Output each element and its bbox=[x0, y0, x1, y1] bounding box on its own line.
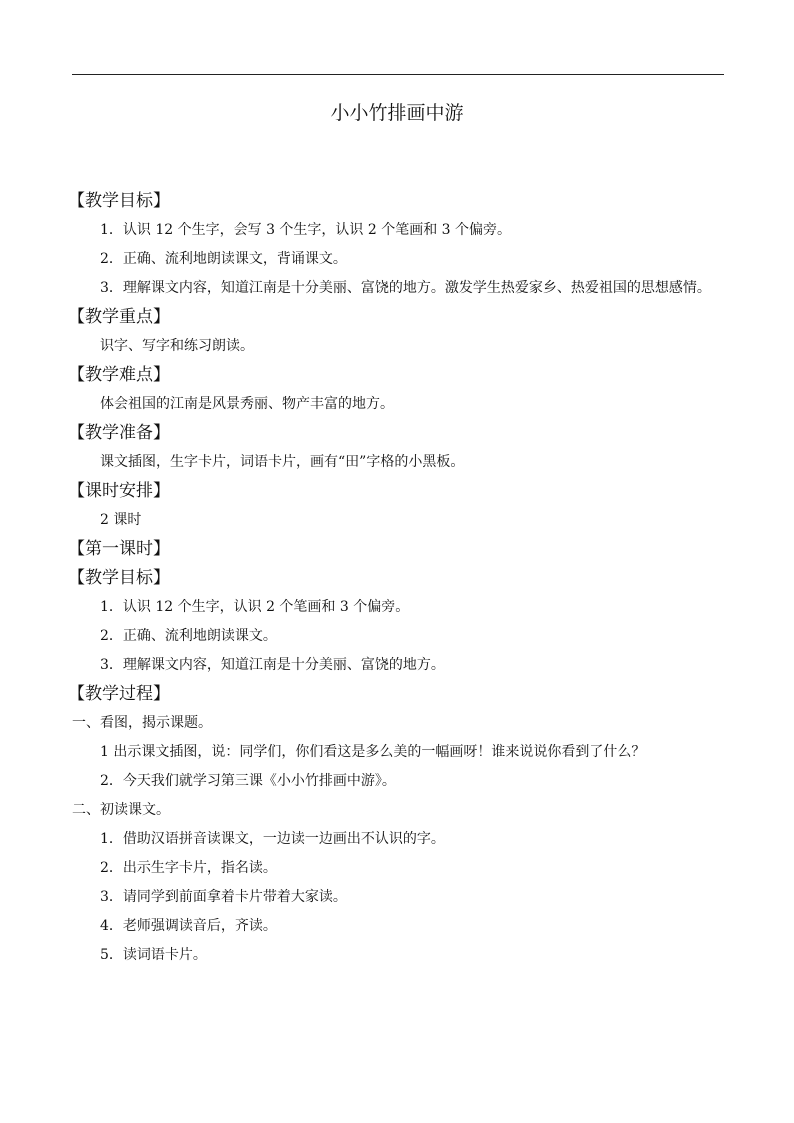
section-heading-key-points: 【教学重点】 bbox=[68, 307, 170, 327]
section-heading-lesson-goals: 【教学目标】 bbox=[68, 568, 170, 588]
section-heading-process: 【教学过程】 bbox=[68, 684, 170, 704]
key-points-text: 识字、写字和练习朗读。 bbox=[100, 338, 254, 354]
process-step-1: 一、看图，揭示课题。 bbox=[72, 715, 212, 731]
schedule-text: 2 课时 bbox=[100, 512, 142, 528]
difficulties-text: 体会祖国的江南是风景秀丽、物产丰富的地方。 bbox=[100, 396, 394, 412]
process-step-2: 二、初读课文。 bbox=[72, 802, 170, 818]
section-heading-preparation: 【教学准备】 bbox=[68, 423, 170, 443]
preparation-text: 课文插图，生字卡片，词语卡片，画有“田”字格的小黑板。 bbox=[100, 454, 465, 470]
section-heading-first-lesson: 【第一课时】 bbox=[68, 539, 170, 559]
process-step-2-item-2: 2．出示生字卡片，指名读。 bbox=[100, 860, 277, 876]
lesson-goal-item-3: 3．理解课文内容，知道江南是十分美丽、富饶的地方。 bbox=[100, 657, 445, 673]
goal-item-2: 2．正确、流利地朗读课文，背诵课文。 bbox=[100, 251, 347, 267]
lesson-plan-body bbox=[68, 187, 724, 970]
section-heading-difficulties: 【教学难点】 bbox=[68, 365, 170, 385]
lesson-goal-item-2: 2．正确、流利地朗读课文。 bbox=[100, 628, 277, 644]
section-heading-schedule: 【课时安排】 bbox=[68, 481, 170, 501]
section-heading-goals: 【教学目标】 bbox=[68, 191, 170, 211]
process-step-2-item-5: 5．读词语卡片。 bbox=[100, 947, 207, 963]
process-step-1-item-2: 2．今天我们就学习第三课《小小竹排画中游》。 bbox=[100, 773, 396, 789]
page-title: 小小竹排画中游 bbox=[330, 102, 464, 124]
goal-item-3: 3．理解课文内容，知道江南是十分美丽、富饶的地方。激发学生热爱家乡、热爱祖国的思想感情。 bbox=[100, 280, 711, 296]
process-step-2-item-4: 4．老师强调读音后，齐读。 bbox=[100, 918, 277, 934]
process-step-2-item-1: 1．借助汉语拼音读课文，一边读一边画出不认识的字。 bbox=[100, 831, 445, 847]
header-rule bbox=[72, 74, 724, 75]
goal-item-1: 1．认识 12 个生字，会写 3 个生字，认识 2 个笔画和 3 个偏旁。 bbox=[100, 222, 512, 238]
process-step-1-item-1: 1 出示课文插图，说：同学们，你们看这是多么美的一幅画呀！谁来说说你看到了什么？ bbox=[100, 744, 646, 760]
lesson-goal-item-1: 1．认识 12 个生字，认识 2 个笔画和 3 个偏旁。 bbox=[100, 599, 410, 615]
process-step-2-item-3: 3．请同学到前面拿着卡片带着大家读。 bbox=[100, 889, 347, 905]
